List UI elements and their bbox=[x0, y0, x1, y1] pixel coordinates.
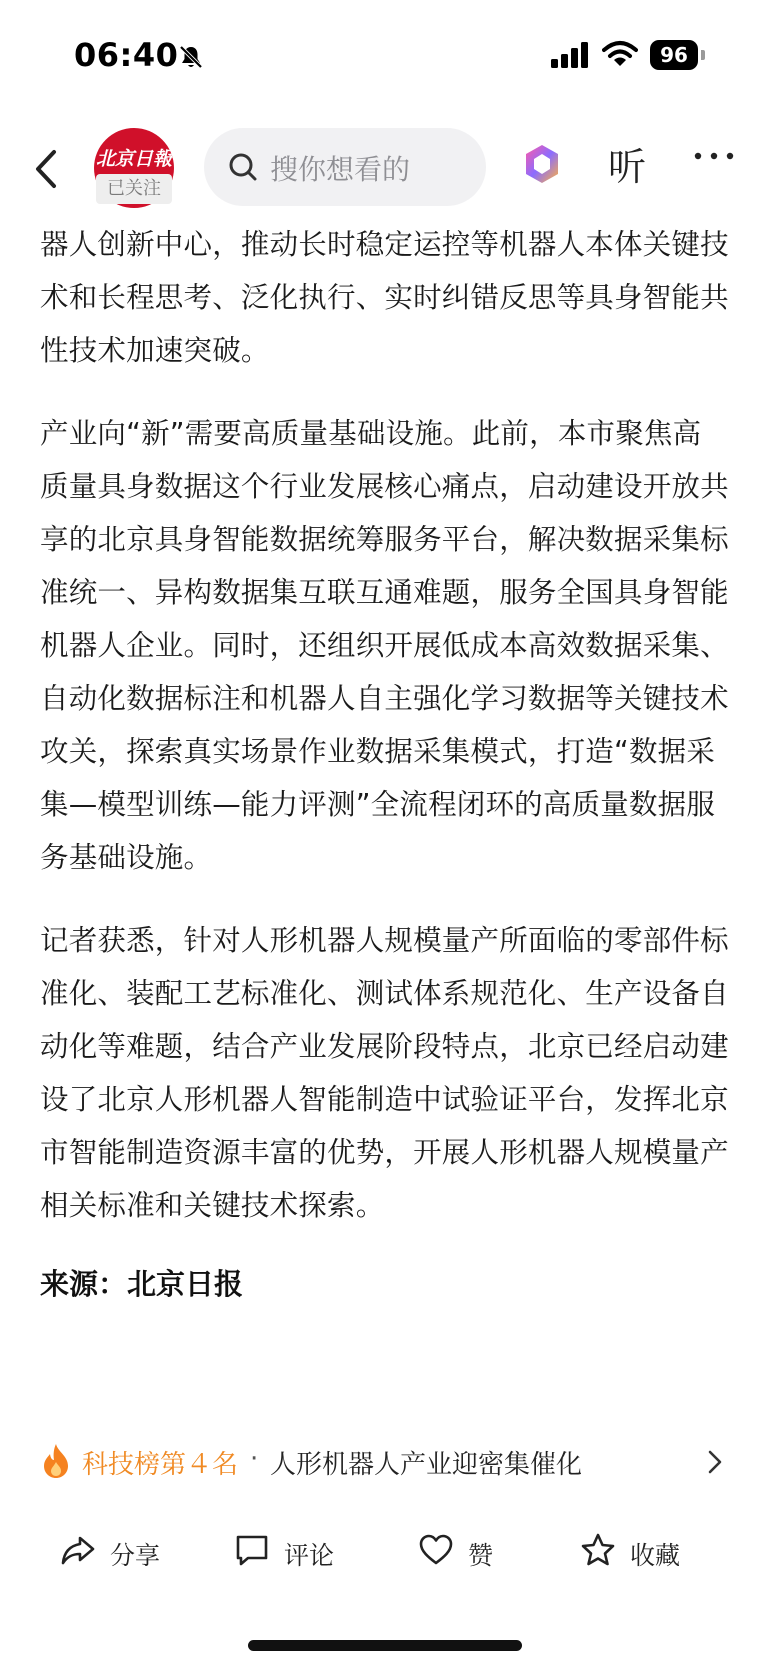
article-header bbox=[0, 120, 769, 220]
article-body bbox=[40, 218, 730, 1303]
publisher-logo: 北京日報 bbox=[95, 148, 172, 170]
share-icon bbox=[60, 1532, 96, 1568]
share-button[interactable] bbox=[60, 1526, 170, 1576]
article-paragraph: 产业向“新”需要高质量基础设施。此前，本市聚焦高质量具身数据这个行业发展核心痛点，启动建设开放共享的北京具身智能数据统筹服务平台，解决数据采集标准统一、异构数据集互联互通难题，服务全国具身智能机器人企业。同时，还组织开展低成本高效数据采集、自动化数据标注和机器人自主强化学习数据等关键技术攻关，探索真实场景作业数据采集模式，打造“数据采集—模型训练—能力评测”全流程闭环的高质量数据服务基础设施。 bbox=[40, 417, 729, 874]
hot-rank-bar[interactable] bbox=[0, 1418, 769, 1508]
share-label: 分享 bbox=[110, 1541, 161, 1570]
flame-icon bbox=[40, 1442, 72, 1480]
star-icon bbox=[580, 1532, 616, 1568]
home-indicator[interactable] bbox=[248, 1640, 522, 1651]
article-paragraph: 器人创新中心，推动长时稳定运控等机器人本体关键技术和长程思考、泛化执行、实时纠错反思等具身智能共性技术加速突破。 bbox=[40, 228, 729, 367]
hot-rank-label: 科技榜第４名 bbox=[82, 1450, 239, 1480]
like-button[interactable] bbox=[418, 1526, 508, 1576]
comment-label: 评论 bbox=[284, 1541, 335, 1570]
signal-icon bbox=[551, 42, 591, 68]
search-input[interactable] bbox=[204, 128, 486, 206]
search-placeholder: 搜你想看的 bbox=[270, 153, 411, 186]
favorite-button[interactable] bbox=[580, 1526, 700, 1576]
article-source: 来源：北京日报 bbox=[40, 1267, 244, 1301]
more-options-icon[interactable] bbox=[692, 136, 736, 176]
heart-icon bbox=[418, 1532, 454, 1568]
listen-button[interactable]: 听 bbox=[608, 145, 647, 189]
comment-button[interactable] bbox=[234, 1526, 344, 1576]
article-paragraph: 记者获悉，针对人形机器人规模量产所面临的零部件标准化、装配工艺标准化、测试体系规范化、生产设备自动化等难题，结合产业发展阶段特点，北京已经启动建设了北京人形机器人智能制造中试验证平台，发挥北京市智能制造资源丰富的优势，开展人形机器人规模量产相关标准和关键技术探索。 bbox=[40, 924, 729, 1222]
comment-icon bbox=[234, 1532, 270, 1568]
back-chevron-icon[interactable] bbox=[30, 142, 66, 196]
favorite-label: 收藏 bbox=[630, 1541, 681, 1570]
wifi-icon bbox=[602, 40, 638, 68]
status-bar bbox=[0, 0, 769, 110]
status-time: 06:40 bbox=[74, 36, 179, 74]
battery-level: 96 bbox=[650, 40, 698, 70]
bell-slash-icon bbox=[178, 44, 204, 70]
chevron-right-icon bbox=[706, 1448, 724, 1476]
battery-tip bbox=[701, 50, 705, 60]
hot-separator: · bbox=[250, 1444, 259, 1474]
like-label: 赞 bbox=[468, 1541, 494, 1570]
battery-icon bbox=[650, 40, 706, 70]
bottom-action-bar bbox=[0, 1512, 769, 1592]
hot-topic-title: 人形机器人产业迎密集催化 bbox=[270, 1450, 583, 1480]
follow-status-badge[interactable]: 已关注 bbox=[96, 174, 172, 204]
search-icon bbox=[226, 150, 260, 184]
ai-assistant-icon[interactable] bbox=[520, 142, 564, 186]
